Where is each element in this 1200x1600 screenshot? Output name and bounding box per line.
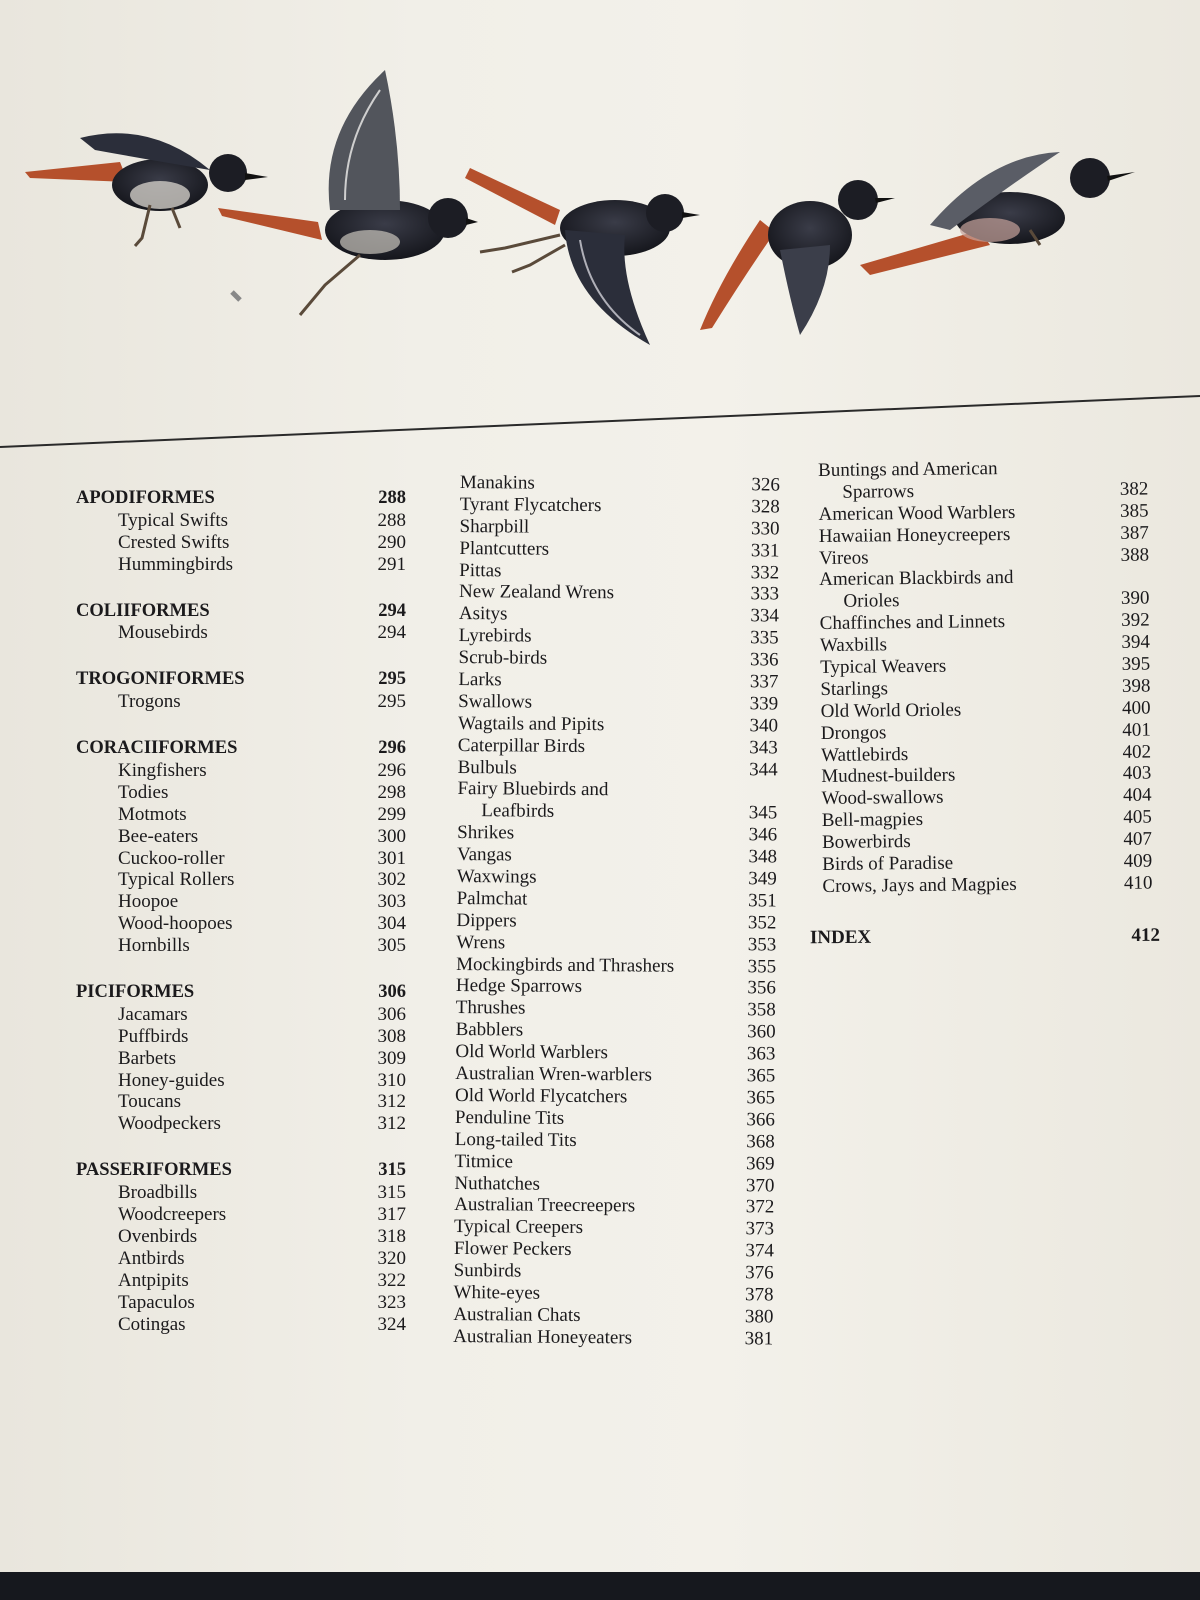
family-entry-label: Caterpillar Birds: [457, 734, 586, 757]
page-number: 400: [1122, 697, 1151, 719]
page-number: 372: [745, 1196, 775, 1218]
family-entry-label: Broadbills: [118, 1182, 198, 1204]
family-entry-label: Hornbills: [118, 935, 190, 957]
page-number: 351: [748, 890, 777, 912]
page-number: 310: [377, 1069, 406, 1091]
page-number: 306: [378, 982, 406, 1003]
family-entry-label: Nuthatches: [454, 1172, 540, 1195]
family-entry: [456, 975, 776, 999]
family-entry: [457, 844, 777, 868]
family-entry-label: Todies: [118, 781, 169, 803]
family-entry: [76, 1004, 406, 1026]
family-entry-label: Crested Swifts: [118, 531, 230, 553]
family-entry-label: Honey-guides: [118, 1069, 225, 1091]
family-entry: [454, 1172, 774, 1196]
family-entry: [456, 910, 776, 934]
page-number: 328: [751, 496, 780, 518]
page-number: 300: [377, 825, 406, 847]
family-entry-label: Toucans: [118, 1091, 182, 1113]
family-entry-label: Antbirds: [118, 1247, 185, 1269]
family-entry-label: Drongos: [820, 721, 887, 744]
family-entry-label: Typical Rollers: [118, 869, 235, 891]
page-number: 298: [377, 781, 406, 803]
family-entry: [76, 782, 406, 804]
family-entry-label: Australian Honeyeaters: [453, 1325, 633, 1349]
family-entry-label: Bulbuls: [457, 756, 517, 779]
family-entry-label: Antpipits: [118, 1269, 189, 1291]
family-entry: [76, 848, 406, 870]
page-number: 353: [747, 933, 777, 956]
family-entry-label: Wrens: [456, 931, 506, 954]
family-entry: [76, 691, 406, 713]
index-entry: [810, 924, 1160, 950]
page-number: 373: [745, 1218, 775, 1240]
family-entry-label: Long-tailed Tits: [454, 1128, 577, 1151]
family-entry: [454, 1216, 774, 1240]
section-gap: [76, 957, 406, 982]
family-entry-label: Babblers: [455, 1019, 524, 1041]
family-entry-label: Kingfishers: [118, 760, 207, 782]
page-number: 324: [377, 1313, 406, 1335]
family-entry: [459, 581, 779, 605]
family-entry: [455, 1063, 775, 1087]
page-number: 326: [751, 474, 780, 496]
family-entry: [459, 603, 779, 627]
page-number: 305: [377, 935, 406, 957]
family-entry: [458, 757, 778, 781]
order-heading-label: CORACIIFORMES: [76, 738, 238, 759]
order-heading: [76, 488, 406, 510]
family-entry: [455, 1129, 775, 1153]
family-entry-label: Woodcreepers: [118, 1204, 227, 1226]
family-entry-label: Ovenbirds: [118, 1225, 198, 1247]
page-number: 355: [747, 955, 777, 978]
page-number: 288: [378, 488, 406, 508]
page-number: 348: [748, 846, 778, 868]
family-entry-label: Larks: [458, 669, 502, 691]
page-number: 363: [746, 1043, 776, 1065]
family-entry-label: American Wood Warblers: [818, 501, 1016, 525]
section-gap: [76, 644, 406, 669]
family-entry: [76, 891, 406, 913]
page-number: 392: [1121, 609, 1150, 632]
page-number: 368: [746, 1130, 775, 1153]
page-number: 381: [744, 1327, 774, 1350]
family-entry-label: Barbets: [118, 1047, 177, 1069]
page-number: 346: [748, 824, 778, 846]
family-entry: [459, 560, 779, 584]
family-entry-label: Vangas: [456, 844, 512, 866]
family-entry: [76, 1026, 406, 1048]
family-entry-label: Typical Swifts: [118, 509, 229, 531]
page-number: 335: [750, 627, 779, 649]
family-entry: [459, 538, 779, 562]
page-number: 332: [750, 561, 780, 584]
page-number: 336: [749, 649, 779, 671]
order-heading: [76, 601, 406, 623]
page-number: 409: [1123, 850, 1153, 872]
page-number: 404: [1122, 784, 1152, 807]
family-entry-label: Buntings and American: [818, 458, 998, 481]
family-entry-label: Hawaiian Honeycreepers: [818, 523, 1011, 547]
family-entry-label: Puffbirds: [118, 1025, 189, 1047]
page-number: 318: [377, 1225, 406, 1247]
order-heading-label: PASSERIFORMES: [76, 1160, 232, 1181]
family-entry: [458, 669, 778, 693]
family-entry: [76, 622, 406, 644]
family-entry-label: Starlings: [820, 678, 889, 700]
family-entry-label: White-eyes: [453, 1281, 541, 1304]
family-entry: [454, 1194, 774, 1218]
family-entry: [456, 997, 776, 1021]
contents-column-3: [818, 457, 1153, 898]
family-entry: [457, 800, 777, 824]
family-entry-label: Vireos: [818, 547, 869, 569]
family-entry-label: Hummingbirds: [118, 553, 234, 575]
family-entry-label: Sharpbill: [459, 515, 530, 538]
family-entry-label: Lyrebirds: [458, 625, 532, 647]
page-number: 395: [1121, 653, 1151, 675]
page-number: 405: [1123, 806, 1152, 829]
section-gap: [76, 1135, 406, 1160]
family-entry: [460, 494, 780, 518]
page-number: 344: [749, 758, 778, 781]
family-entry: [76, 869, 406, 891]
family-entry-label: Scrub-birds: [458, 647, 548, 669]
family-entry-label: Old World Warblers: [455, 1041, 608, 1064]
family-entry: [460, 472, 780, 496]
family-entry-label: Mockingbirds and Thrashers: [456, 953, 675, 977]
family-entry-label: Waxbills: [819, 634, 888, 657]
page-number: 369: [745, 1152, 775, 1175]
page-number: 390: [1120, 587, 1150, 610]
order-heading-label: COLIIFORMES: [76, 600, 210, 621]
page-number: 352: [747, 912, 777, 934]
family-entry: [455, 1107, 775, 1131]
family-entry: [76, 1091, 406, 1113]
page-number: 334: [750, 605, 779, 627]
family-entry-label: Bell-magpies: [821, 809, 924, 832]
family-entry-label: Hoopoe: [118, 891, 179, 913]
family-entry: [76, 935, 406, 957]
family-entry: [76, 554, 406, 576]
page-number: 401: [1122, 719, 1151, 741]
page-number: 337: [749, 671, 779, 693]
family-entry: [457, 888, 777, 912]
page-number: 296: [377, 760, 406, 782]
family-entry-label: Bowerbirds: [821, 831, 911, 854]
page-number: 304: [377, 913, 406, 935]
family-entry: [76, 532, 406, 554]
family-entry-label: Wattlebirds: [820, 743, 909, 766]
family-entry: [76, 1113, 406, 1135]
page-number: 306: [377, 1003, 406, 1025]
family-entry-label: American Blackbirds and: [819, 567, 1014, 591]
page-number: 312: [377, 1091, 406, 1113]
family-entry: [76, 1248, 406, 1270]
page-number: 365: [746, 1065, 776, 1087]
family-entry: [76, 760, 406, 782]
family-entry: [76, 1182, 406, 1204]
family-entry: [76, 913, 406, 935]
family-entry-label: Jacamars: [118, 1003, 188, 1025]
page-number: 366: [746, 1109, 776, 1131]
family-entry-label: Wagtails and Pipits: [457, 712, 605, 735]
page-number: 365: [746, 1087, 776, 1109]
page-number: 303: [377, 891, 406, 913]
family-entry-label: Old World Flycatchers: [455, 1084, 628, 1108]
family-entry: [76, 1314, 406, 1336]
family-entry-label: Sparrows: [842, 480, 915, 503]
family-entry: [76, 510, 406, 532]
page-number: 378: [744, 1284, 774, 1306]
family-entry-label: Titmice: [454, 1150, 514, 1173]
family-entry-label: Tapaculos: [118, 1291, 195, 1313]
family-entry: [455, 1041, 775, 1065]
family-entry-label: Crows, Jays and Magpies: [822, 873, 1017, 897]
contents-column-2: [453, 472, 780, 1350]
family-entry: [76, 1270, 406, 1292]
family-entry: [76, 1048, 406, 1070]
family-entry-label: Australian Wren-warblers: [455, 1063, 653, 1086]
family-entry: [455, 1085, 775, 1109]
family-entry-label: Australian Treecreepers: [454, 1194, 636, 1217]
order-heading-label: APODIFORMES: [76, 488, 215, 508]
dark-background-edge: [0, 1572, 1200, 1600]
page-number: 295: [377, 691, 406, 713]
page-number: 349: [748, 868, 777, 890]
family-entry-label: Pittas: [459, 559, 502, 581]
page-number: 374: [745, 1240, 774, 1262]
page-number: 398: [1121, 675, 1151, 697]
page-number: 294: [378, 600, 406, 621]
family-entry: [453, 1282, 773, 1306]
family-entry-label: Cotingas: [118, 1313, 186, 1335]
page-number: 387: [1120, 522, 1149, 544]
family-entry: [76, 826, 406, 848]
order-heading: [76, 982, 406, 1004]
family-entry-label: Hedge Sparrows: [455, 975, 583, 998]
section-gap: [76, 576, 406, 601]
page-number: 320: [377, 1247, 406, 1269]
family-entry-label: Typical Creepers: [453, 1216, 584, 1239]
page-number: 296: [378, 738, 406, 759]
family-entry-label: Trogons: [118, 691, 181, 713]
page-number: 358: [747, 999, 776, 1021]
family-entry-label: Mudnest-builders: [821, 765, 956, 788]
family-entry: [76, 1204, 406, 1226]
family-entry: [459, 516, 779, 540]
page-number: 331: [750, 539, 780, 562]
family-entry-label: Waxwings: [456, 866, 537, 888]
family-entry-label: Wood-swallows: [821, 787, 944, 810]
index-label: INDEX: [809, 926, 872, 949]
page-number: 290: [377, 531, 406, 553]
horizontal-rule: [0, 0, 1200, 460]
family-entry: [76, 1070, 406, 1092]
family-entry: [459, 625, 779, 649]
family-entry: [456, 954, 776, 978]
family-entry-label: Wood-hoopoes: [118, 913, 233, 935]
family-entry: [453, 1326, 773, 1350]
page-number: 385: [1119, 500, 1149, 522]
family-entry-label: Palmchat: [456, 887, 528, 910]
page-number: 402: [1122, 741, 1152, 763]
section-gap: [76, 713, 406, 738]
family-entry-label: Manakins: [459, 472, 535, 494]
contents-column-1: [76, 488, 406, 1335]
page-number: 388: [1120, 544, 1150, 566]
page-number: 330: [750, 518, 780, 540]
family-entry: [76, 804, 406, 826]
order-heading: [76, 1160, 406, 1182]
page-number: 294: [377, 622, 406, 644]
page-number: 301: [377, 847, 406, 869]
page-number: 376: [745, 1262, 774, 1284]
family-entry-label: Asitys: [458, 603, 508, 625]
family-entry: [458, 647, 778, 671]
family-entry: [458, 691, 778, 715]
family-entry-label: Typical Weavers: [820, 655, 947, 679]
family-entry-label: Thrushes: [455, 997, 526, 1019]
family-entry: [458, 713, 778, 737]
page-number: 345: [748, 802, 778, 824]
page-number: 333: [750, 583, 780, 605]
family-entry-label: Mousebirds: [118, 622, 208, 644]
page-number: 360: [747, 1021, 776, 1043]
page-number: 343: [749, 736, 778, 759]
page-number: 410: [1123, 872, 1153, 894]
family-entry-label: Woodpeckers: [118, 1113, 221, 1135]
family-entry: [457, 822, 777, 846]
family-entry: [454, 1238, 774, 1262]
family-entry: [76, 1292, 406, 1314]
page-number: 312: [377, 1113, 406, 1135]
family-entry: [822, 872, 1152, 897]
page-number: 315: [378, 1160, 406, 1181]
family-entry-label: Swallows: [458, 690, 533, 713]
family-entry-label: Birds of Paradise: [822, 852, 954, 876]
order-heading: [76, 738, 406, 760]
family-entry-label: Australian Chats: [453, 1303, 581, 1326]
page-number: 315: [377, 1182, 406, 1204]
family-entry: [457, 778, 777, 802]
page-number: 339: [749, 693, 779, 715]
family-entry-label: Motmots: [118, 803, 187, 825]
page-number: 288: [377, 509, 406, 531]
page-number: 291: [377, 553, 406, 575]
family-entry: [457, 866, 777, 890]
page-number: 394: [1121, 631, 1151, 653]
page-number: 403: [1122, 762, 1152, 785]
family-entry-label: Flower Peckers: [453, 1238, 572, 1261]
page-number: 340: [749, 715, 779, 737]
page-number: 299: [377, 803, 406, 825]
page-number: 322: [377, 1269, 406, 1291]
page-number: 309: [377, 1047, 406, 1069]
page-number: 317: [377, 1204, 406, 1226]
family-entry-label: Penduline Tits: [454, 1106, 565, 1129]
family-entry: [458, 735, 778, 759]
page-number: 323: [377, 1291, 406, 1313]
family-entry-label: Leafbirds: [481, 800, 555, 823]
family-entry-label: Plantcutters: [459, 537, 550, 560]
page-number: 295: [378, 669, 406, 690]
page-number: 380: [744, 1306, 774, 1328]
page-number: 308: [377, 1025, 406, 1047]
order-heading-label: TROGONIFORMES: [76, 669, 245, 690]
family-entry-label: Tyrant Flycatchers: [459, 493, 602, 517]
family-entry-label: Dippers: [456, 909, 517, 932]
family-entry: [453, 1304, 773, 1328]
family-entry-label: Sunbirds: [453, 1260, 522, 1282]
family-entry-label: Cuckoo-roller: [118, 847, 225, 869]
family-entry-label: Fairy Bluebirds and: [457, 778, 609, 801]
family-entry-label: Chaffinches and Linnets: [819, 611, 1006, 635]
family-entry: [454, 1151, 774, 1175]
family-entry-label: Bee-eaters: [118, 825, 199, 847]
page-number: 370: [745, 1174, 775, 1196]
order-heading-label: PICIFORMES: [76, 982, 195, 1003]
family-entry: [76, 1226, 406, 1248]
page-number: 302: [377, 869, 406, 891]
family-entry-label: Shrikes: [457, 822, 515, 844]
page-number: 356: [747, 977, 777, 999]
family-entry-label: New Zealand Wrens: [458, 581, 615, 604]
order-heading: [76, 669, 406, 691]
family-entry: [456, 1019, 776, 1043]
page-number: 382: [1119, 478, 1149, 500]
family-entry: [454, 1260, 774, 1284]
family-entry-label: Old World Orioles: [820, 699, 962, 722]
index-page-number: 412: [1131, 924, 1161, 946]
family-entry: [456, 932, 776, 956]
family-entry-label: Orioles: [843, 590, 900, 613]
page-number: 407: [1123, 828, 1153, 850]
